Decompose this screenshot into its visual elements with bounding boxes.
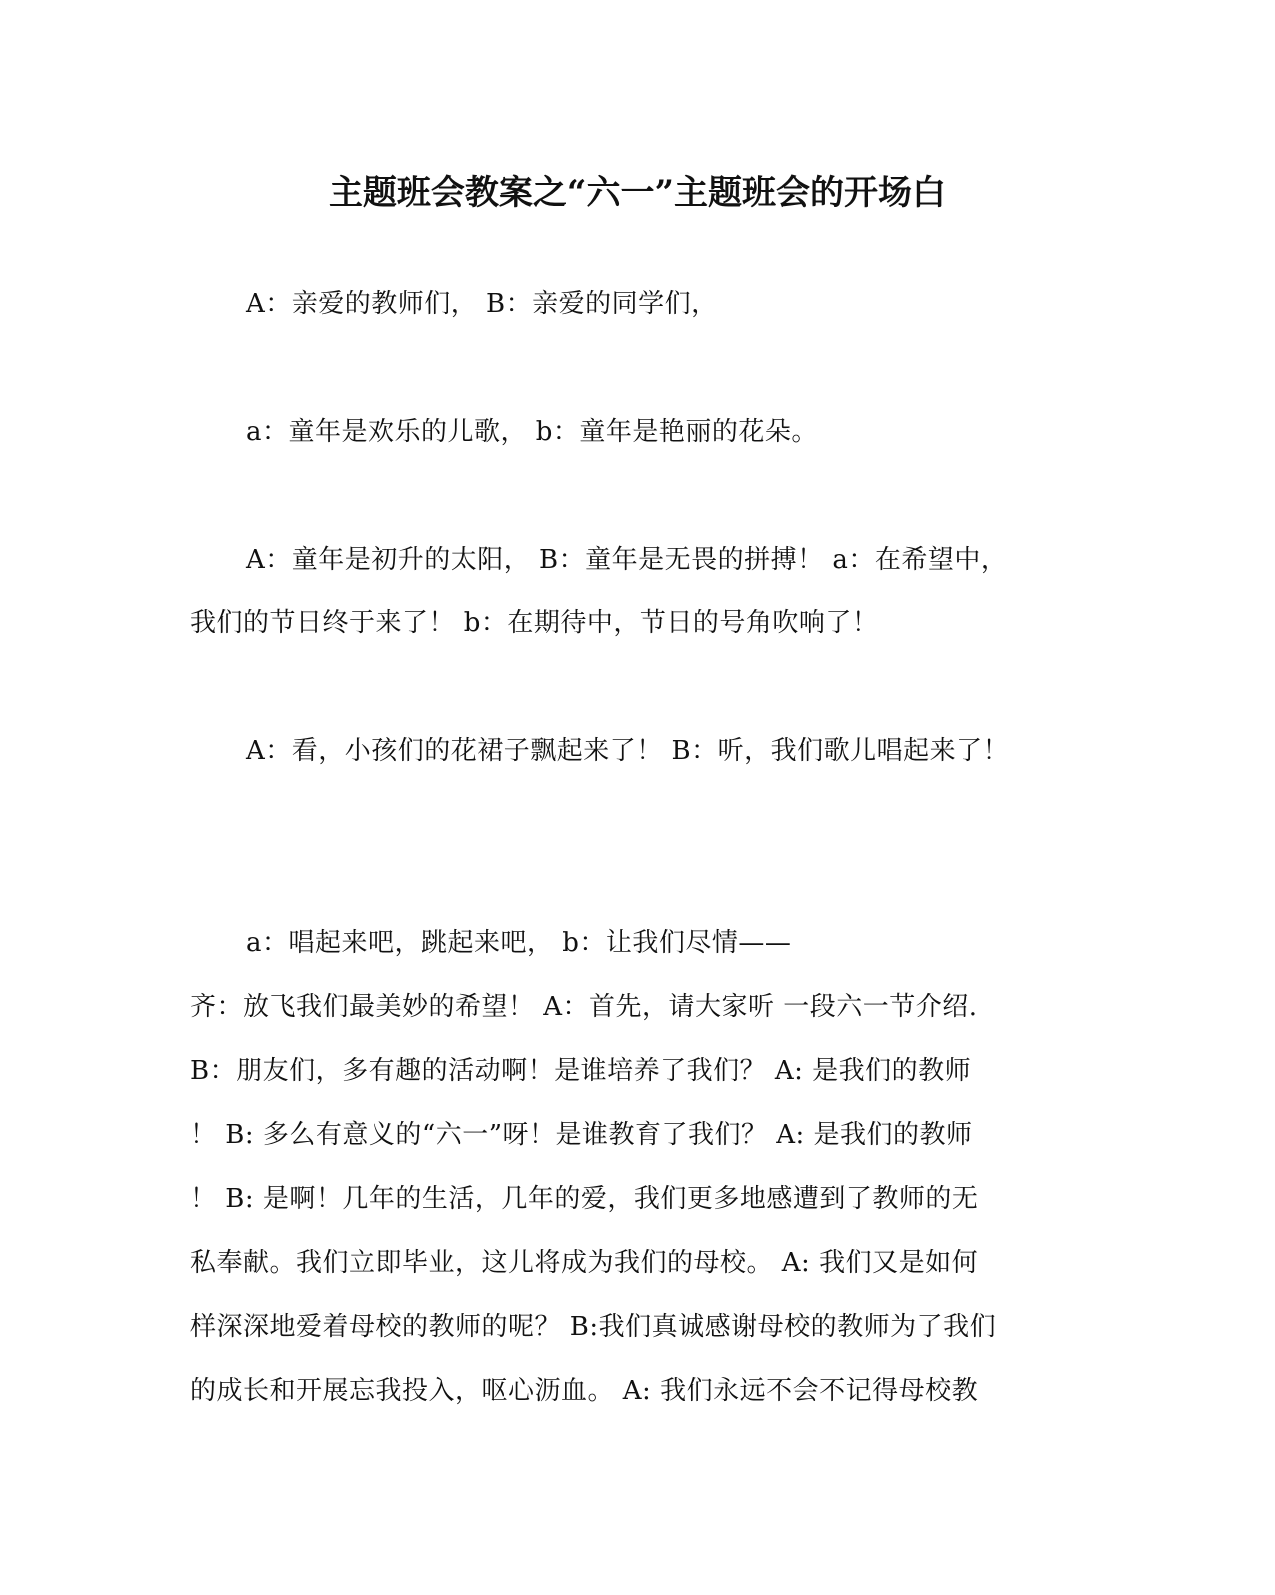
text-line-11: 私奉献。我们立即毕业，这儿将成为我们的母校。 A: 我们又是如何 [190,1248,979,1278]
text-line-10: ！ B: 是啊！几年的生活，几年的爱，我们更多地感遭到了教师的无 [190,1184,979,1214]
text-line-12: 样深深地爱着母校的教师的呢？ B:我们真诚感谢母校的教师为了我们 [190,1312,997,1342]
text-line-2: a：童年是欢乐的儿歌， b：童年是艳丽的花朵。 [246,417,818,447]
text-line-13: 的成长和开展忘我投入，呕心沥血。 A: 我们永远不会不记得母校教 [190,1376,979,1406]
text-line-6: a：唱起来吧，跳起来吧， b：让我们尽情—— [246,928,792,958]
text-line-4: 我们的节日终于来了！ b：在期待中，节日的号角吹响了！ [190,608,879,638]
text-line-1: A：亲爱的教师们， B：亲爱的同学们， [246,289,718,319]
text-line-7: 齐：放飞我们最美妙的希望！ A：首先，请大家听 一段六一节介绍. [190,992,978,1022]
text-line-5: A：看，小孩们的花裙子飘起来了！ B：听，我们歌儿唱起来了！ [246,736,1010,766]
text-line-3: A：童年是初升的太阳， B：童年是无畏的拼搏！ a：在希望中， [246,545,1008,575]
text-line-8: B：朋友们，多有趣的活动啊！是谁培养了我们？ A: 是我们的教师 [190,1056,972,1086]
document-title: 主题班会教案之“六一”主题班会的开场白 [328,173,947,213]
text-line-9: ！ B: 多么有意义的“六一”呀！是谁教育了我们？ A: 是我们的教师 [190,1120,973,1150]
